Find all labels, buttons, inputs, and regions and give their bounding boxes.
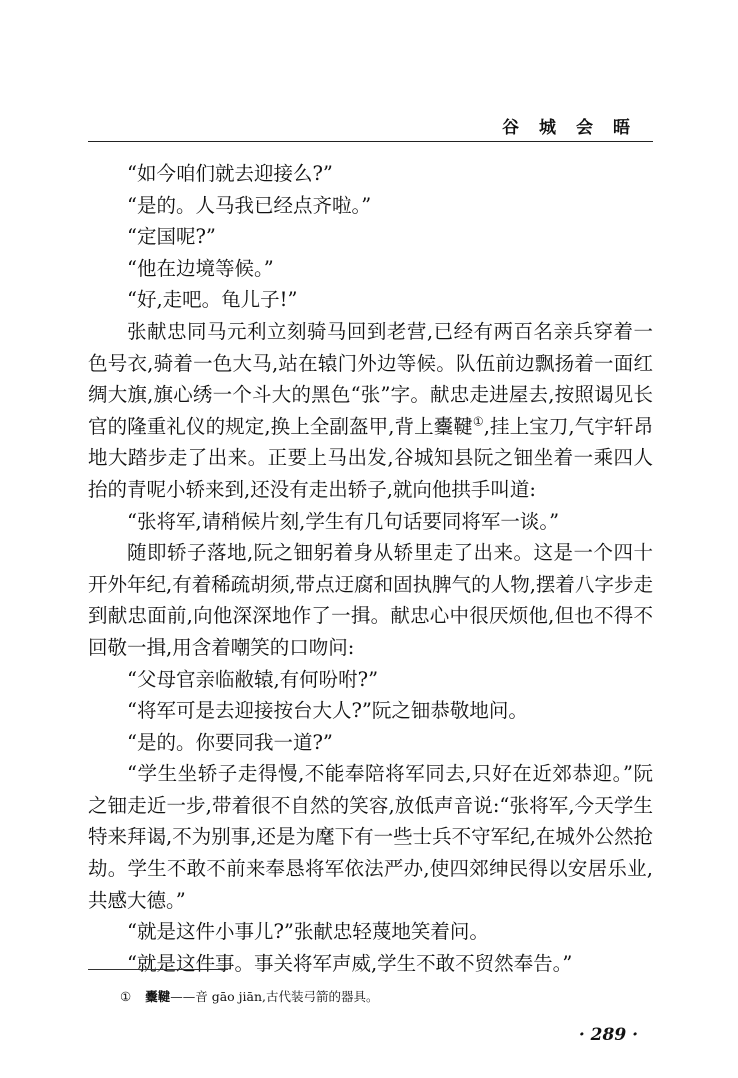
paragraph: “好,走吧。龟儿子!” (127, 288, 298, 312)
paragraph: “是的。你要同我一道?” (127, 730, 333, 754)
footnote-marker: ① (120, 989, 132, 1004)
paragraph (88, 316, 653, 506)
paragraph: 随即轿子落地,阮之钿躬着身从轿里走了出来。这是一个四十开外年纪,有着稀疏胡须,带点迂腐和固执脾气的人物,摆着八字步走到献忠面前,向他深深地作了一揖。献忠心中很厌烦他,但也不得不回敬一揖,用含着嘲笑的口吻问: (88, 541, 653, 659)
footnote-rule (88, 969, 228, 970)
paragraph: “父母官亲临敝辕,有何吩咐?” (127, 667, 379, 691)
paragraph: “将军可是去迎接按台大人?”阮之钿恭敬地问。 (127, 699, 528, 723)
page-number: · 289 · (578, 1025, 638, 1045)
paragraph: “学生坐轿子走得慢,不能奉陪将军同去,只好在近郊恭迎。”阮之钿走近一步,带着很不自然的笑容,放低声音说:“张将军,今天学生特来拜谒,不为别事,还是为麾下有一些士兵不守军纪,在城外公然抢劫。学生不敢不前来奉恳将军依法严办,使四郊绅民得以安居乐业,共感大德。” (88, 762, 653, 912)
paragraph: “就是这件事。事关将军声威,学生不敢不贸然奉告。” (127, 951, 573, 975)
body-text (88, 158, 653, 979)
paragraph: “定国呢?” (127, 225, 216, 249)
paragraph: “就是这件小事儿?”张献忠轻蔑地笑着问。 (127, 920, 489, 944)
paragraph: “他在边境等候。” (127, 256, 274, 280)
running-header-title: 谷城会晤 (502, 118, 650, 138)
paragraph: “如今咱们就去迎接么?” (127, 162, 333, 185)
footnote-reference: ① (472, 414, 484, 429)
paragraph-text: ,挂上宝刀,气宇轩昂地大踏步走了出来。正要上马出发,谷城知县阮之钿坐着一乘四人抬的青呢小轿来到,还没有走出轿子,就向他拱手叫道: (88, 414, 653, 501)
header-rule (88, 141, 653, 142)
footnote (120, 988, 640, 1006)
paragraph: “张将军,请稍候片刻,学生有几句话要同将军一谈。” (127, 509, 560, 533)
footnote-term: 櫜鞬 (145, 989, 171, 1004)
footnote-text: ——音 gāo jiān,古代装弓箭的器具。 (170, 989, 379, 1004)
paragraph: “是的。人马我已经点齐啦。” (127, 193, 372, 217)
paragraph-text: 张献忠同马元利立刻骑马回到老营,已经有两百名亲兵穿着一色号衣,骑着一色大马,站在辕门外边等候。队伍前边飘扬着一面红绸大旗,旗心绣一个斗大的黑色“张”字。献忠走进屋去,按照谒见长官的隆重礼仪的规定,换上全副盔甲,背上櫜鞬 (88, 319, 653, 438)
